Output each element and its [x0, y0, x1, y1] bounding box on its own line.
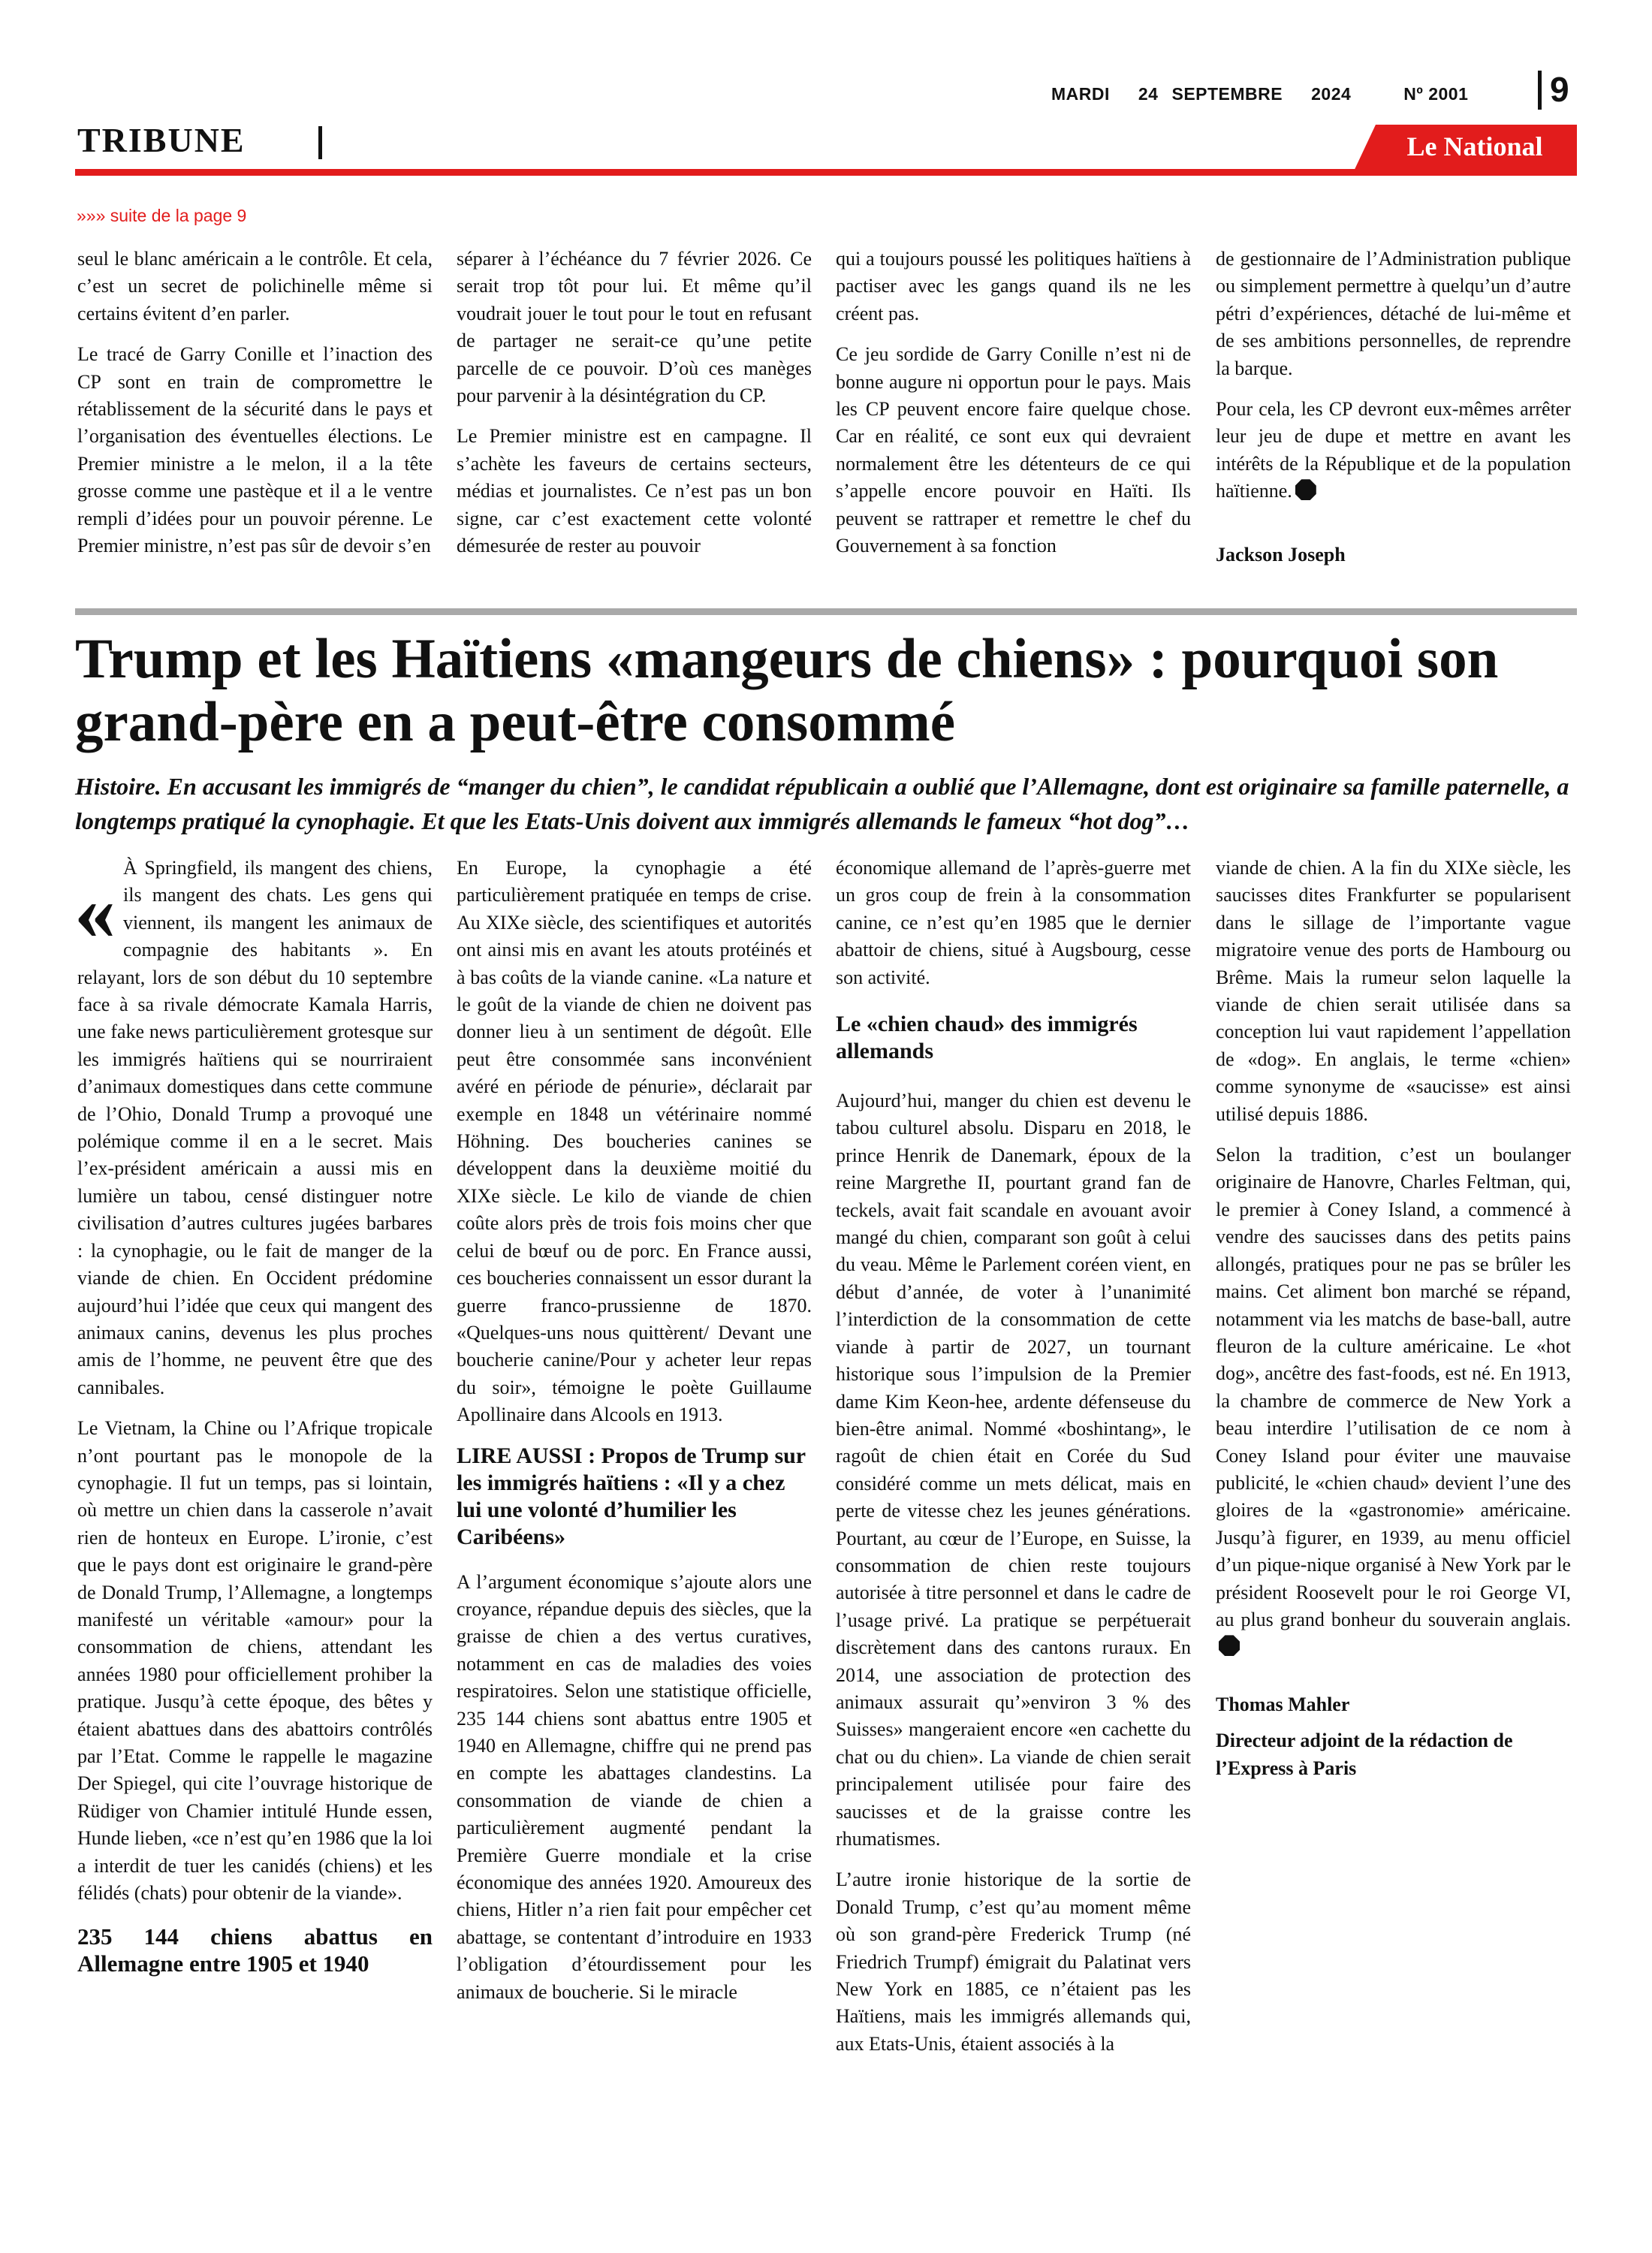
read-also-link[interactable]: LIRE AUSSI : Propos de Trump sur les immigrés haïtiens : «Il y a chez lui une volonté d’humilier les Caribéens»	[457, 1443, 806, 1549]
paragraph: L’autre ironie historique de la sortie de Donald Trump, c’est qu’au moment même où son grand-père Frederick Trump (né Friedrich Trumpf) émigrait du Palatinat vers New York en 1885, ce n’étaient pas les Haïtiens, mais les immigrés allemands qui, aux Etats-Unis, étaient associés à la	[836, 1868, 1191, 2055]
issue-year: 2024	[1311, 84, 1352, 104]
paragraph: Le Vietnam, la Chine ou l’Afrique tropicale n’ont pourtant pas le monopole de la cynophagie. Il fut un temps, pas si lointain, où mettre un chien dans la casserole n’avait rien de honteux en Europe. L’ironie, c’est que le pays dont est originaire le grand-père de Donald Trump, l’Allemagne, a longtemps manifesté un véritable «amour» pour la consommation de chiens, attendant les années 1980 pour officiellement prohiber la pratique. Jusqu’à cette époque, des bêtes y étaient abattues dans des abattoirs contrôlés par l’Etat. Comme le rappelle le magazine Der Spiegel, qui cite l’ouvrage historique de Rüdiger von Chamier intitulé Hunde essen, Hunde lieben, «ce n’est qu’en 1986 que la loi a interdit de tuer les canidés (chiens) et les félidés (chats) pour obtenir de la viande».	[77, 1417, 433, 1905]
issue-date-number: 24	[1138, 84, 1159, 104]
article-col-2	[457, 855, 812, 2019]
issue-date	[1051, 84, 1468, 104]
issue-number: Nº 2001	[1403, 84, 1469, 104]
paragraph: Le Premier ministre est en campagne. Il s’achète les faveurs de certains secteurs, médias et journalistes. Ce n’est pas un bon signe, car c’est exactement cette volonté démesurée de rester au pouvoir	[457, 425, 812, 557]
paragraph: économique allemand de l’après-guerre met un gros coup de frein à la consommation canine, ce n’est qu’en 1985 que le dernier abattoir de chiens, situé à Augsbourg, cesse son activité.	[836, 857, 1191, 988]
issue-month: SEPTEMBRE	[1171, 84, 1283, 104]
paragraph-ending	[1216, 1142, 1571, 1661]
paragraph: seul le blanc américain a le contrôle. Et cela, c’est un secret de polichinelle même si certains évitent d’en parler.	[77, 248, 433, 324]
paragraph: séparer à l’échéance du 7 février 2026. Ce serait trop tôt pour lui. Et même qu’il voudrait jouer le tout pour le tout en refusant de partager ne serait-ce qu’une petite parcelle de ce pouvoir. D’où ces manèges pour parvenir à la désintégration du CP.	[457, 248, 812, 407]
paragraph: En Europe, la cynophagie a été particulièrement pratiquée en temps de crise. Au XIXe siècle, des scientifiques et autorités ont ainsi mis en avant les atouts protéinés et à bas coûts de la viande canine. «La nature et le goût de la viande de chien ne doivent pas donner lieu à un sentiment de dégoût. Elle peut être consommée sans inconvénient avéré en période de pénurie», déclarait par exemple en 1848 un vétérinaire nommé Höhning. Des boucheries canines se développent dans la deuxième moitié du XIXe siècle. Le kilo de viande de chien coûte alors près de trois fois moins cher que celui de bœuf ou de porc. En France aussi, ces boucheries connaissent un essor durant la guerre franco-prussienne de 1870. «Quelques-uns nous quittèrent/ Devant une boucherie canine/Pour y acheter leur repas du soir», témoigne le poète Guillaume Apollinaire dans Alcools en 1913.	[457, 857, 812, 1426]
article-deck: Histoire. En accusant les immigrés de “manger du chien”, le candidat républicain a oublié que l’Allemagne, dont est originaire sa famille paternelle, a longtemps pratiqué la cynophagie. Et que les Etats-Unis doivent aux immigrés allemands le fameux “hot dog”…	[75, 773, 1569, 834]
header-divider	[1538, 71, 1542, 110]
article-author-title: Directeur adjoint de la rédaction de l’Express à Paris	[1216, 1730, 1513, 1779]
paragraph-text: Selon la tradition, c’est un boulanger originaire de Hanovre, Charles Feltman, qui, le premier à Coney Island, a commencé à vendre des saucisses dans des petits pains allongés, pratiques pour ne pas se brûler les mains. Cet aliment bon marché se répand, notamment via les matchs de base-ball, autre fleuron de la culture américaine. Le «hot dog», ancêtre des fast-foods, est né. En 1913, la chambre de commerce de New York a beau interdire l’utilisation de ce nom à Coney Island pour éviter une mauvaise publicité, le «chien chaud» devient l’une des gloires de la «gastronomie» américaine. Jusqu’à figurer, en 1939, au menu officiel d’un pique-nique organisé à New York par le président Roosevelt pour le roi George VI, au plus grand bonheur du souverain anglais.	[1216, 1144, 1571, 1630]
tribune-col-4	[1216, 246, 1571, 582]
paragraph: Aujourd’hui, manger du chien est devenu le tabou culturel absolu. Disparu en 2018, le prince Henrik de Danemark, époux de la reine Margrethe II, pourtant grand fan de teckels, avait fait scandale en avouant avoir mangé du chien, comparant son goût à celui du veau. Même le Parlement coréen vient, en début d’année, de voter à l’unanimité l’interdiction de la consommation de cette viande à partir de 2027, un tournant historique sous l’impulsion de la Premier dame Kim Keon-hee, ardente défenseuse du bien-être animal. Nommé «boshintang», le ragoût de chien était en Corée du Sud considéré comme un mets délicat, mais en perte de vitesse chez les jeunes générations. Pourtant, au cœur de l’Europe, en Suisse, la consommation de chien reste toujours autorisée à titre personnel et dans le cadre de l’usage privé. La pratique se perpétuerait discrètement dans des cantons ruraux. En 2014, une association de protection des animaux assurait qu’»environ 3 % des Suisses» mangeraient encore «en cachette du chat ou du chien». La viande de chien serait principalement utilisée pour faire des saucisses et de la graisse contre les rhumatismes.	[836, 1090, 1191, 1850]
tribune-author: Jackson Joseph	[1216, 543, 1346, 566]
lead-paragraph	[74, 855, 433, 1401]
tribune-col-3	[836, 246, 1191, 573]
header-rule	[75, 169, 1577, 176]
article-divider	[75, 608, 1577, 615]
opening-quote-icon: «	[74, 865, 116, 957]
paragraph: qui a toujours poussé les politiques haïtiens à pactiser avec les gangs quand ils ne les créent pas.	[836, 248, 1191, 324]
paragraph: Ce jeu sordide de Garry Conille n’est ni de bonne augure ni opportun pour le pays. Mais les CP peuvent encore faire quelque chose. Car en réalité, ce sont eux qui devraient normalement être les détenteurs de ce qui s’appelle encore pouvoir en Haïti. Ils peuvent se rattraper et remettre le chef du Gouvernement à sa fonction	[836, 343, 1191, 557]
end-mark-icon	[1295, 479, 1316, 500]
paragraph: A l’argument économique s’ajoute alors une croyance, répandue depuis des siècles, que la graisse de chien a des vertus curatives, notamment en cas de maladies des voies respiratoires. Selon une statistique officielle, 235 144 chiens sont abattus entre 1905 et 1940 en Allemagne, chiffre qui ne prend pas en compte les abattages clandestins. La consommation de viande de chien a particulièrement augmenté pendant la Première Guerre mondiale et la crise économique des années 1920. Amoureux des chiens, Hitler n’a rien fait pour empêcher cet abattage, se contentant d’introduire en 1933 l’obligation d’étourdissement pour les animaux de boucherie. Si le miracle	[457, 1570, 812, 2003]
end-mark-icon	[1219, 1635, 1240, 1656]
section-title: TRIBUNE	[77, 121, 246, 159]
lead-text: À Springfield, ils mangent des chiens, ils mangent des chats. Les gens qui viennent, ils mangent les animaux de compagnie des habitants ». En relayant, lors de son début du 10 septembre face à sa rivale démocrate Kamala Harris, une fake news particulièrement grotesque sur les immigrés haïtiens qui se nourriraient d’animaux domestiques dans cette commune de l’Ohio, Donald Trump a provoqué une polémique comme il en a le secret. Mais l’ex-président américain a aussi mis en lumière un tabou, censé distinguer notre civilisation d’autres cultures jugées barbares : la cynophagie, ou le fait de manger de la viande de chien. En Occident prédomine aujourd’hui l’idée que ceux qui mangent des animaux canins, devenus les plus proches amis de l’homme, ne peuvent être que des cannibales.	[77, 857, 433, 1398]
article-col-1	[74, 855, 433, 1995]
continued-from: »»» suite de la page 9	[77, 206, 247, 225]
paragraph: viande de chien. A la fin du XIXe siècle, les saucisses dites Frankfurter se popularisent dans le sillage de l’importante vague migratoire venue des ports de Hambourg ou Brême. Mais la rumeur selon laquelle la viande de chien serait utilisée dans sa conception lui vaut rapidement l’appellation de «dog». En anglais, le terme «chien» comme synonyme de «saucisse» est ainsi utilisé depuis 1886.	[1216, 857, 1571, 1125]
issue-day: MARDI	[1051, 84, 1110, 104]
paragraph-ending	[1216, 396, 1571, 505]
brand-name: Le National	[1406, 131, 1543, 161]
article-headline: Trump et les Haïtiens «mangeurs de chiens» : pourquoi son grand-père en a peut-être consommé	[75, 628, 1499, 753]
page-number: 9	[1550, 70, 1569, 109]
tribune-col-1	[77, 246, 433, 573]
article-author: Thomas Mahler	[1216, 1693, 1350, 1715]
subheading: Le «chien chaud» des immigrés allemands	[836, 1012, 1138, 1064]
article-col-4	[1216, 855, 1571, 1796]
tribune-col-2	[457, 246, 812, 573]
subheading: 235 144 chiens abattus en Allemagne entre 1905 et 1940	[77, 1923, 433, 1977]
article-col-3	[836, 855, 1191, 2071]
paragraph: de gestionnaire de l’Administration publique ou simplement permettre à quelqu’un d’autre pétri d’expériences, détaché de lui-même et de ses ambitions personnelles, de reprendre la barque.	[1216, 248, 1571, 379]
paragraph-text: Pour cela, les CP devront eux-mêmes arrêter leur jeu de dupe et mettre en avant les intérêts de la République et de la population haïtienne.	[1216, 398, 1571, 502]
section-divider	[318, 126, 322, 159]
paragraph: Le tracé de Garry Conille et l’inaction des CP sont en train de compromettre le rétablissement de la sécurité dans le pays et l’organisation des éventuelles élections. Le Premier ministre a le melon, il a la tête grosse comme une pastèque et il a le ventre rempli d’idées pour un pouvoir pérenne. Le Premier ministre, n’est pas sûr de devoir s’en	[77, 343, 433, 557]
